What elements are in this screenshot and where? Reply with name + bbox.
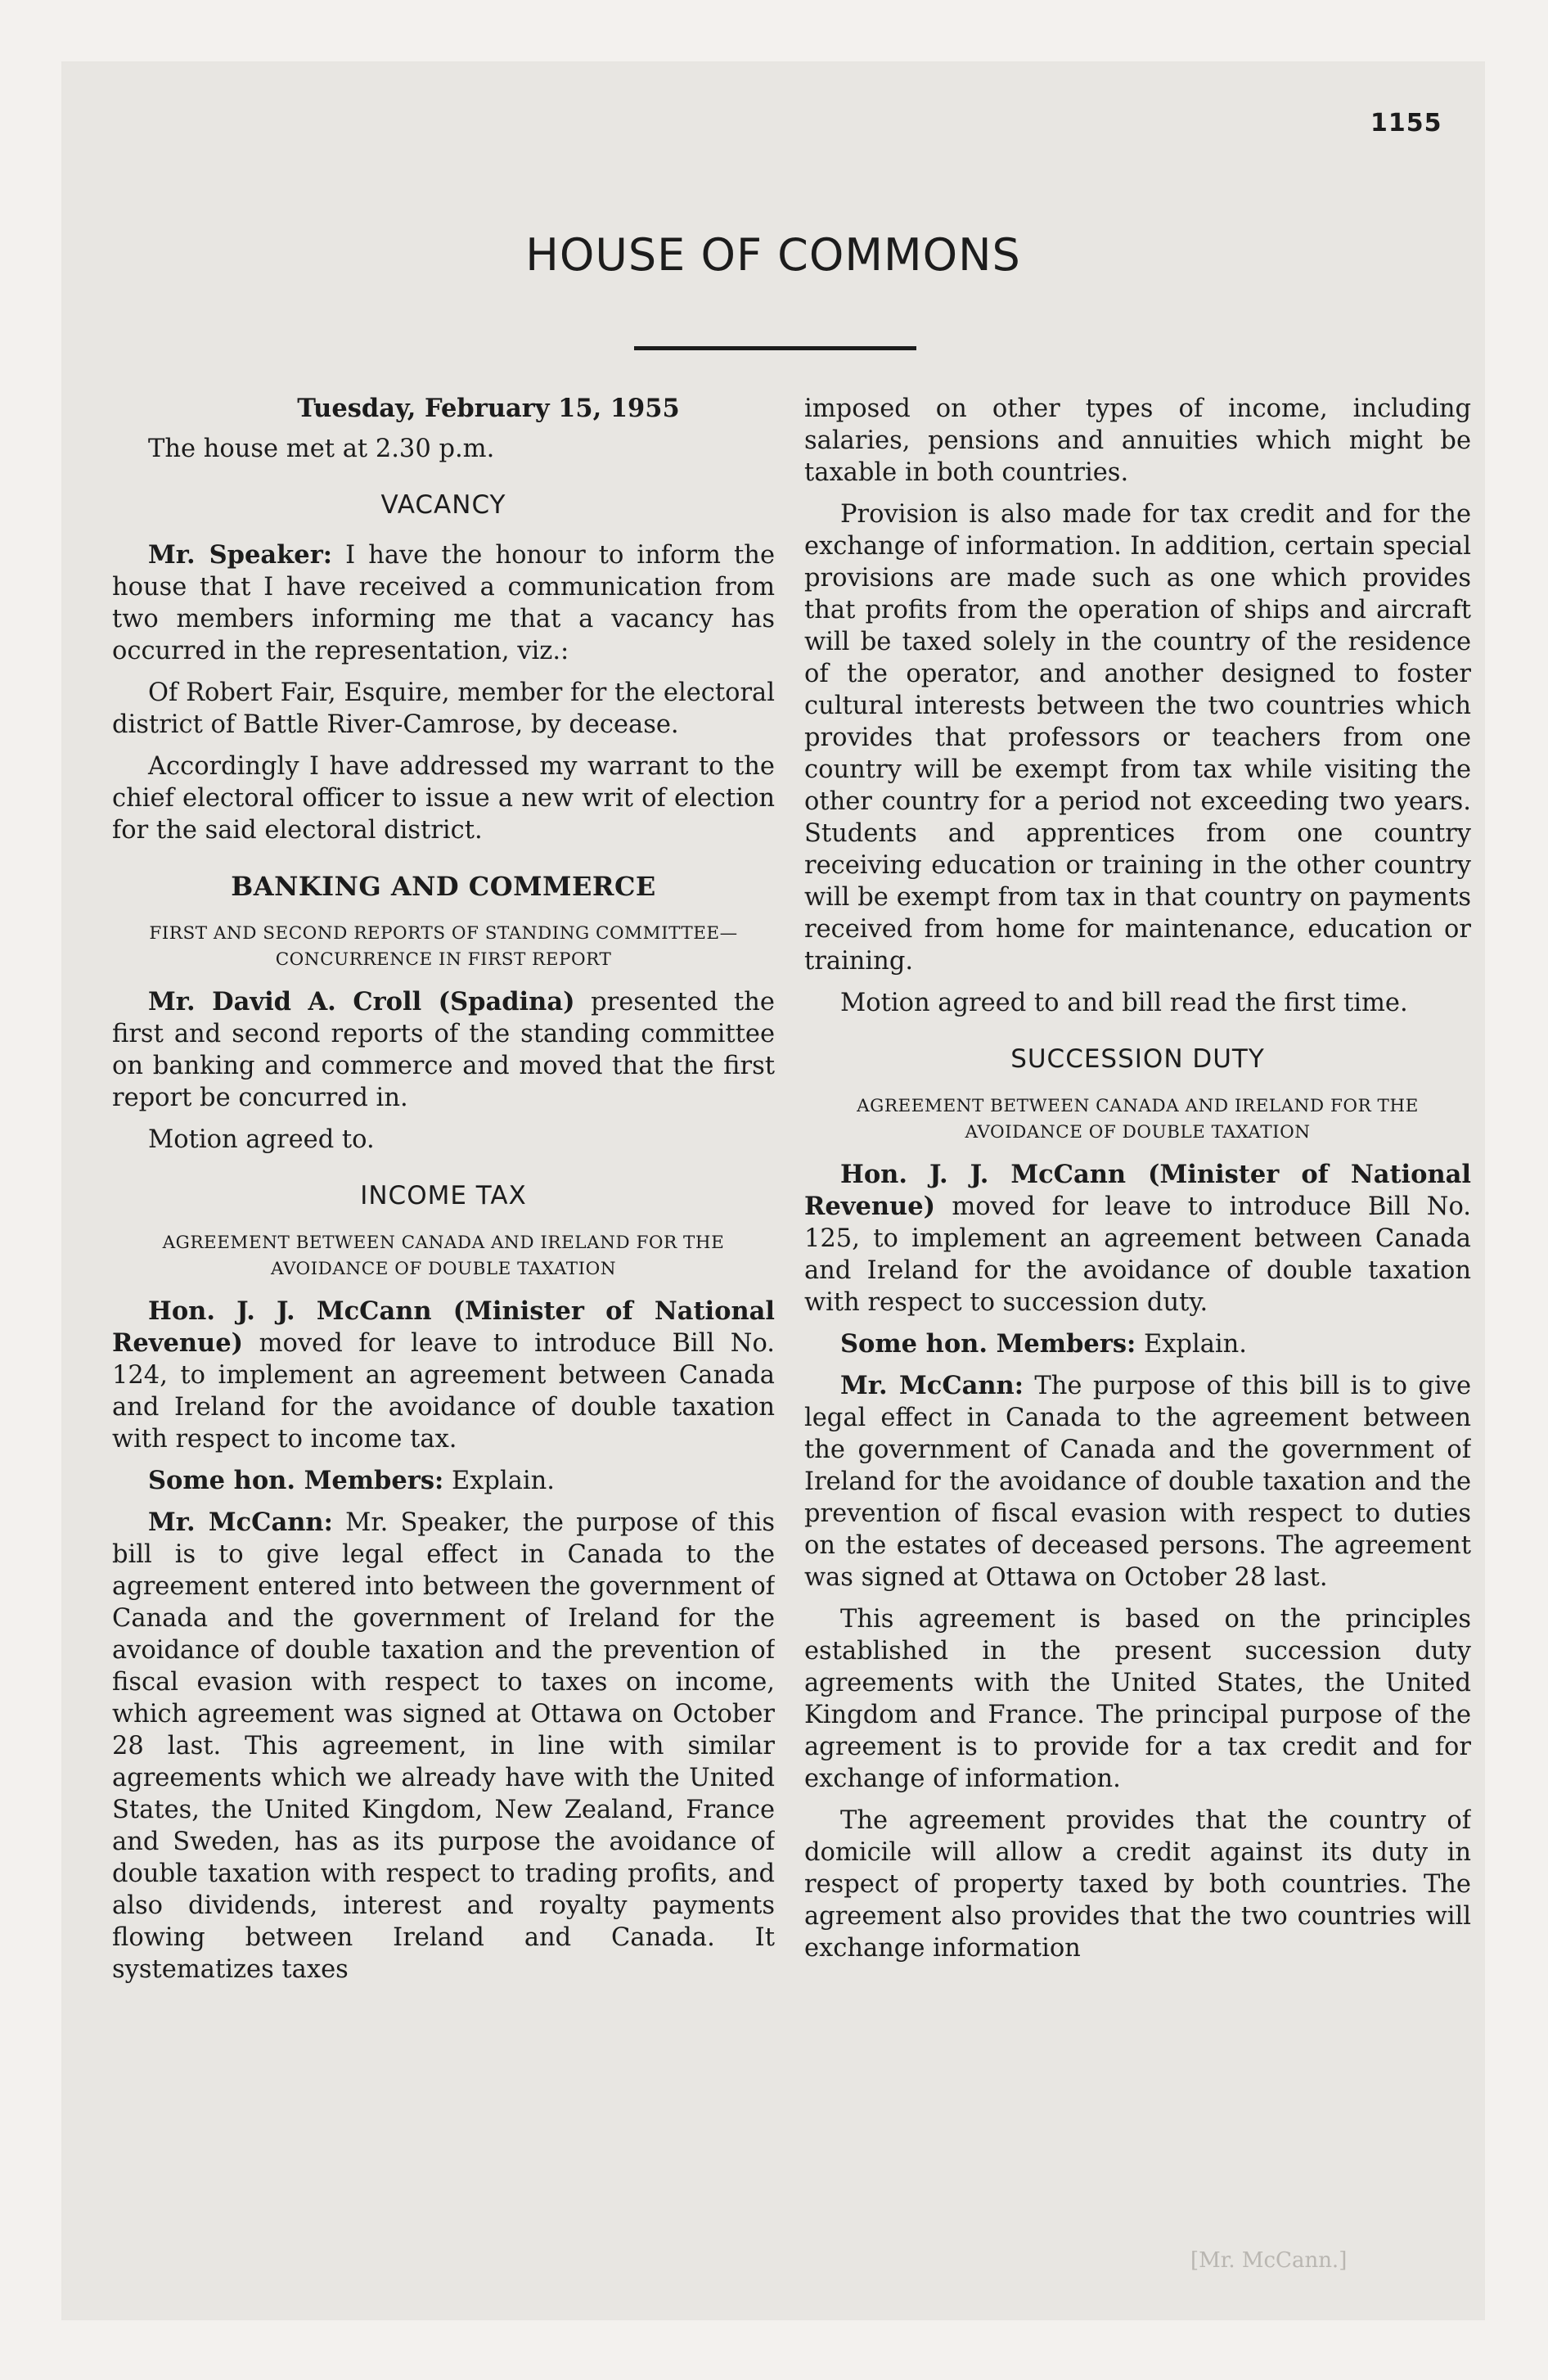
- right-column: [804, 393, 1471, 2177]
- succession-paragraph-4: This agreement is based on the principles established in the present succession duty agreements with the United States, the United Kingdom and France. The principal purpose of the agreement is to provide for a tax credit and for exchange of information.: [804, 1605, 1471, 1793]
- banking-paragraph-1: Mr. David A. Croll (Spadina) presented the first and second reports of the standing committee on banking and commerce and moved that the first report be concurred in.: [112, 987, 775, 1112]
- house-met: The house met at 2.30 p.m.: [148, 435, 495, 463]
- succession-paragraph-2: Some hon. Members: Explain.: [840, 1329, 1247, 1359]
- succession-paragraph-5: The agreement provides that the country of domicile will allow a credit against its duty in respect of property taxed by both countries. The agreement also provides that the two countries will exchange information: [804, 1806, 1471, 1963]
- speaker-name: Hon. J. J. McCann (Minister of National Revenue): [804, 1160, 1471, 1221]
- speaker-name: Mr. David A. Croll (Spadina): [148, 987, 575, 1016]
- title-rule: [634, 346, 916, 350]
- banking-subheading: FIRST AND SECOND REPORTS OF STANDING COMMITTEE—CONCURRENCE IN FIRST REPORT: [149, 923, 738, 970]
- speaker-name: Some hon. Members:: [148, 1466, 444, 1495]
- income-tax-paragraph-3: Mr. McCann: Mr. Speaker, the purpose of this bill is to give legal effect in Canada to the agreement entered into between the government of Canada and the government of Ireland for the avoidance of double taxation and the prevention of fiscal evasion with respect to taxes on income, which agreement was signed at Ottawa on October 28 last. This agreement, in line with similar agreements which we already have with the United States, the United Kingdom, New Zealand, France and Sweden, has as its purpose the avoidance of double taxation with respect to trading profits, and also dividends, interest and royalty payments flowing between Ireland and Canada. It systematizes taxes: [112, 1508, 775, 1984]
- vacancy-paragraph-3: Accordingly I have addressed my warrant to the chief electoral officer to issue a new writ of election for the said electoral district.: [112, 752, 775, 845]
- income-tax-subheading: AGREEMENT BETWEEN CANADA AND IRELAND FOR THE AVOIDANCE OF DOUBLE TAXATION: [162, 1233, 725, 1279]
- succession-paragraph-3: Mr. McCann: The purpose of this bill is to give legal effect in Canada to the agreement between the government of Canada and the government of Ireland for the avoidance of double taxation and the prevention of fiscal evasion with respect to duties on the estates of deceased persons. The agreement was signed at Ottawa on October 28 last.: [804, 1371, 1471, 1592]
- continued-paragraph-1: imposed on other types of income, including salaries, pensions and annuities which might be taxable in both countries.: [804, 394, 1471, 487]
- banking-heading: BANKING AND COMMERCE: [231, 871, 656, 902]
- sitting-date: Tuesday, February 15, 1955: [297, 394, 680, 423]
- succession-subheading: AGREEMENT BETWEEN CANADA AND IRELAND FOR THE AVOIDANCE OF DOUBLE TAXATION: [857, 1096, 1419, 1143]
- speaker-name: Mr. Speaker:: [148, 540, 333, 570]
- succession-heading: SUCCESSION DUTY: [1010, 1044, 1265, 1074]
- document-page: [61, 61, 1485, 2320]
- page-number: 1155: [1370, 109, 1442, 137]
- succession-paragraph-1: Hon. J. J. McCann (Minister of National Revenue) moved for leave to introduce Bill No. 125, to implement an agreement between Canada and Ireland for the avoidance of double taxation with respect to succession duty.: [804, 1160, 1471, 1317]
- speaker-name: Mr. McCann:: [148, 1508, 333, 1537]
- vacancy-paragraph-2: Of Robert Fair, Esquire, member for the electoral district of Battle River-Camrose, by decease.: [112, 678, 775, 739]
- continued-paragraph-3: Motion agreed to and bill read the first time.: [840, 989, 1408, 1017]
- running-footer: [Mr. McCann.]: [1190, 2248, 1348, 2273]
- continued-paragraph-2: Provision is also made for tax credit and for the exchange of information. In addition, certain special provisions are made such as one which provides that profits from the operation of ships and aircraft will be taxed solely in the country of the residence of the operator, and another designed to foster cultural interests between the two countries which provides that professors or teachers from one country will be exempt from tax while visiting the other country for a period not exceeding two years. Students and apprentices from one country receiving education or training in the other country will be exempt from tax in that country on payments received from home for maintenance, education or training.: [804, 500, 1471, 976]
- income-tax-heading: INCOME TAX: [360, 1181, 527, 1210]
- speaker-name: Mr. McCann:: [840, 1371, 1024, 1400]
- banking-paragraph-2: Motion agreed to.: [148, 1125, 375, 1154]
- left-column: [112, 393, 775, 2177]
- vacancy-paragraph-1: Mr. Speaker: I have the honour to inform the house that I have received a communication from two members informing me that a vacancy has occurred in the representation, viz.:: [112, 540, 775, 665]
- page-title: HOUSE OF COMMONS: [525, 229, 1021, 281]
- income-tax-paragraph-2: Some hon. Members: Explain.: [148, 1466, 555, 1495]
- speaker-name: Some hon. Members:: [840, 1329, 1136, 1359]
- speaker-name: Hon. J. J. McCann (Minister of National Revenue): [112, 1296, 775, 1358]
- vacancy-heading: VACANCY: [380, 490, 506, 520]
- income-tax-paragraph-1: Hon. J. J. McCann (Minister of National Revenue) moved for leave to introduce Bill No. 124, to implement an agreement between Canada and Ireland for the avoidance of double taxation with respect to income tax.: [112, 1296, 775, 1454]
